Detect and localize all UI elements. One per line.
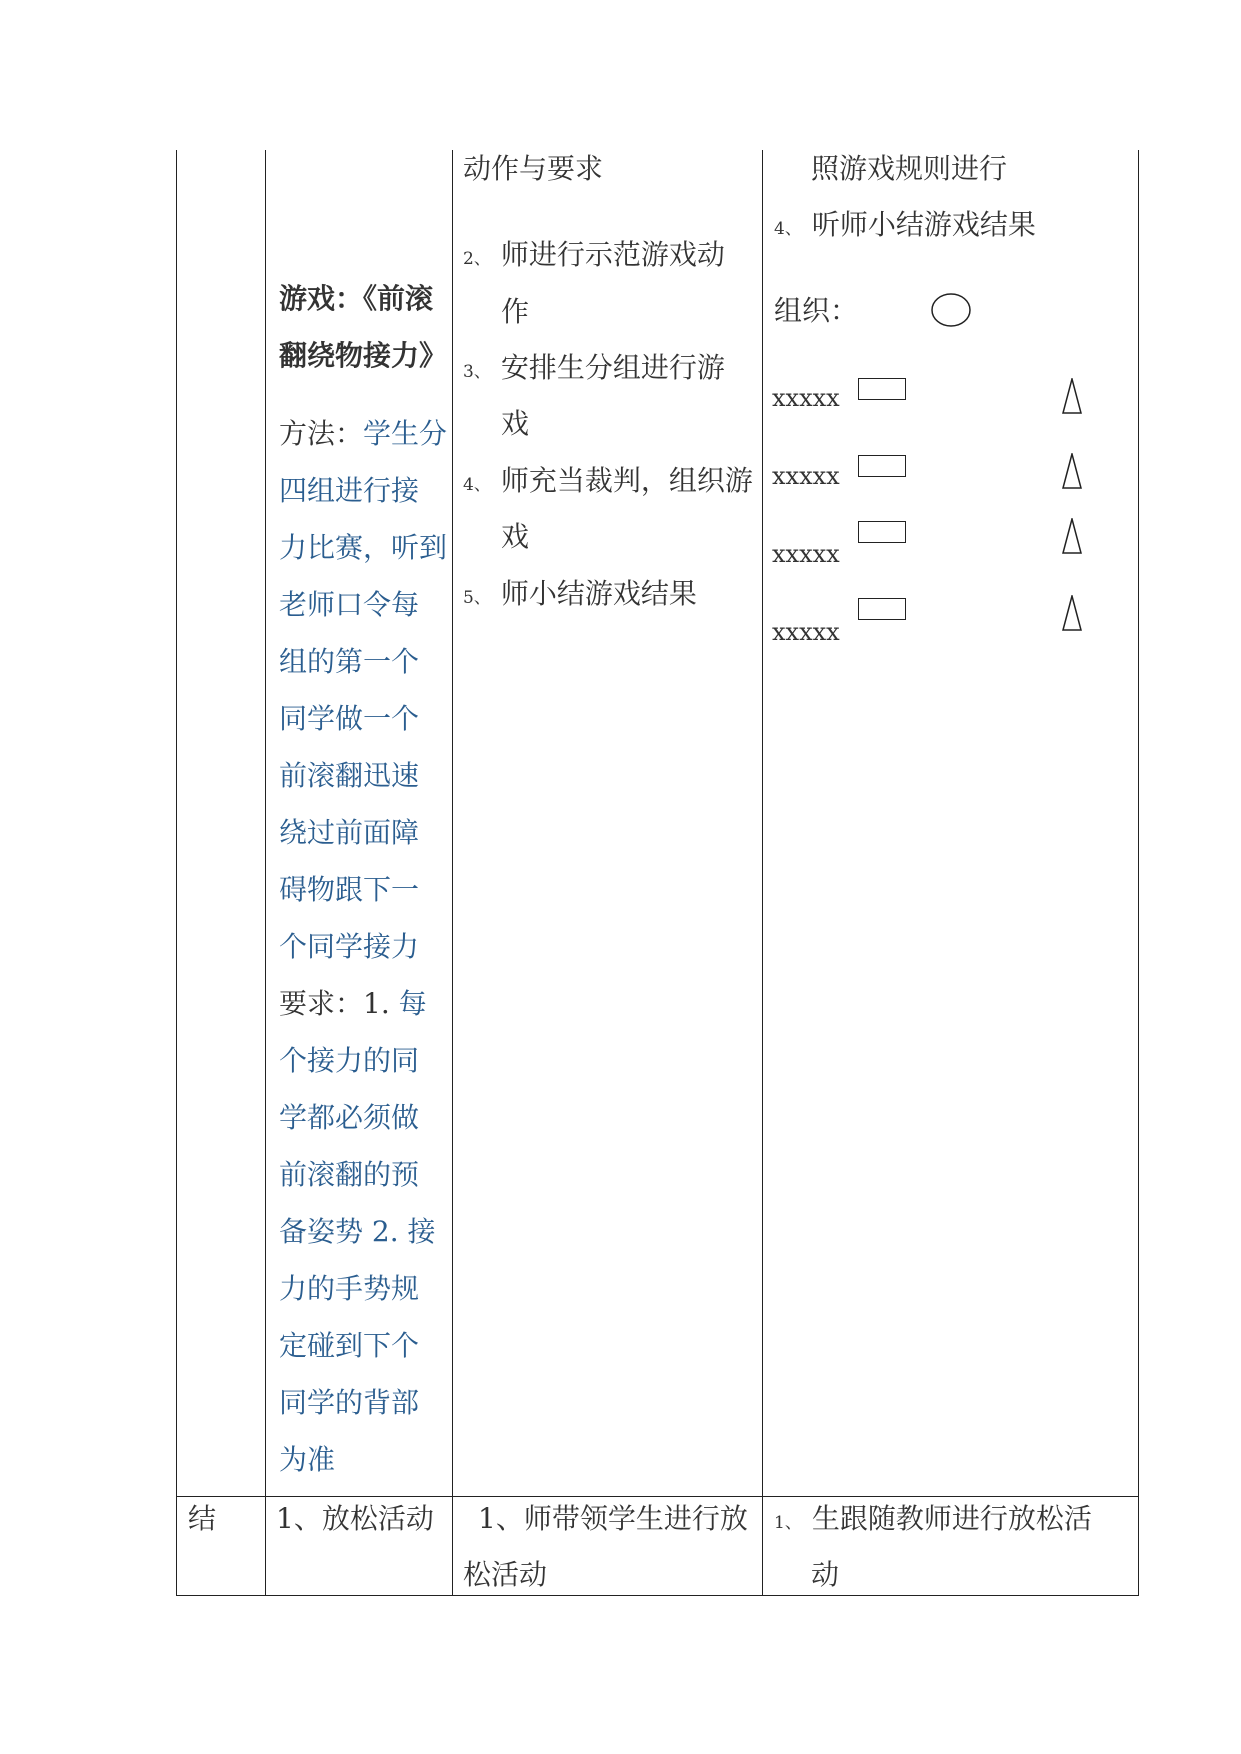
description-line: 同学做一个	[279, 702, 420, 735]
description-line: 个接力的同	[279, 1044, 420, 1077]
description-line: 前滚翻迅速	[279, 759, 420, 792]
table-border-bottom	[176, 1595, 1139, 1596]
obstacle-triangle-icon	[1061, 378, 1083, 414]
student-row-2: xxxxx	[772, 462, 840, 490]
table-divider-3	[762, 150, 763, 1596]
table-divider-1	[265, 150, 266, 1596]
description-line: 四组进行接	[279, 474, 420, 507]
description-line: 老师口令每	[279, 588, 420, 621]
student-relax-line1: 1、 生跟随教师进行放松活	[774, 1502, 1092, 1535]
description-line: 碍物跟下一	[279, 873, 420, 906]
description-line: 组的第一个	[279, 645, 420, 678]
description-line: 前滚翻的预	[279, 1158, 420, 1191]
student-step-4: 4、 听师小结游戏结果	[774, 208, 1036, 241]
student-relax-line2: 动	[811, 1558, 840, 1591]
student-row-1: xxxxx	[772, 384, 840, 412]
description-line: 翻绕物接力》	[279, 339, 448, 372]
description-line: 为准	[279, 1443, 336, 1476]
teacher-step-5: 5、 师小结游戏结果	[463, 577, 697, 610]
teacher-step-2: 2、 师进行示范游戏动	[463, 238, 725, 271]
mat-rectangle-icon	[858, 378, 906, 400]
description-line: 要求：1. 每	[279, 987, 427, 1020]
teacher-step-3-cont: 戏	[501, 407, 530, 440]
description-line: 方法：学生分	[279, 417, 448, 450]
obstacle-triangle-icon	[1061, 595, 1083, 631]
description-line: 定碰到下个	[279, 1329, 420, 1362]
mat-rectangle-icon	[858, 521, 906, 543]
relax-activity: 1、放松活动	[276, 1502, 434, 1535]
organization-label: 组织：	[774, 294, 859, 327]
table-divider-2	[452, 150, 453, 1596]
col3-top-line: 动作与要求	[463, 152, 604, 185]
description-line: 绕过前面障	[279, 816, 420, 849]
step-number: 1、	[774, 1513, 802, 1533]
description-line: 个同学接力	[279, 930, 420, 963]
game-description	[279, 270, 449, 1488]
table-border-right	[1138, 150, 1139, 1596]
teacher-relax-line2: 松活动	[463, 1558, 548, 1591]
step-number: 5、	[463, 588, 491, 608]
description-line: 游戏：《前滚	[279, 282, 434, 315]
student-row-4: xxxxx	[772, 618, 840, 646]
obstacle-triangle-icon	[1061, 453, 1083, 489]
teacher-step-4-cont: 戏	[501, 520, 530, 553]
step-number: 4、	[463, 475, 491, 495]
teacher-step-2-cont: 作	[501, 295, 530, 328]
table-border-left	[176, 150, 177, 1596]
description-line: 备姿势 2. 接	[279, 1215, 436, 1248]
obstacle-triangle-icon	[1061, 518, 1083, 554]
description-line: 同学的背部	[279, 1386, 420, 1419]
teacher-step-3: 3、 安排生分组进行游	[463, 351, 725, 384]
section-label-end: 结	[188, 1502, 217, 1535]
col4-top-line: 照游戏规则进行	[811, 152, 1008, 185]
teacher-step-4: 4、 师充当裁判，组织游	[463, 464, 753, 497]
mat-rectangle-icon	[858, 455, 906, 477]
teacher-circle-icon	[930, 292, 972, 328]
step-number: 3、	[463, 362, 491, 382]
step-number: 2、	[463, 249, 491, 269]
mat-rectangle-icon	[858, 598, 906, 620]
teacher-relax-line1: 1、师带领学生进行放	[478, 1502, 748, 1535]
description-line: 力比赛，听到	[279, 531, 448, 564]
student-row-3: xxxxx	[772, 540, 840, 568]
description-line: 学都必须做	[279, 1101, 420, 1134]
description-line: 力的手势规	[279, 1272, 420, 1305]
step-number: 4、	[774, 219, 802, 239]
